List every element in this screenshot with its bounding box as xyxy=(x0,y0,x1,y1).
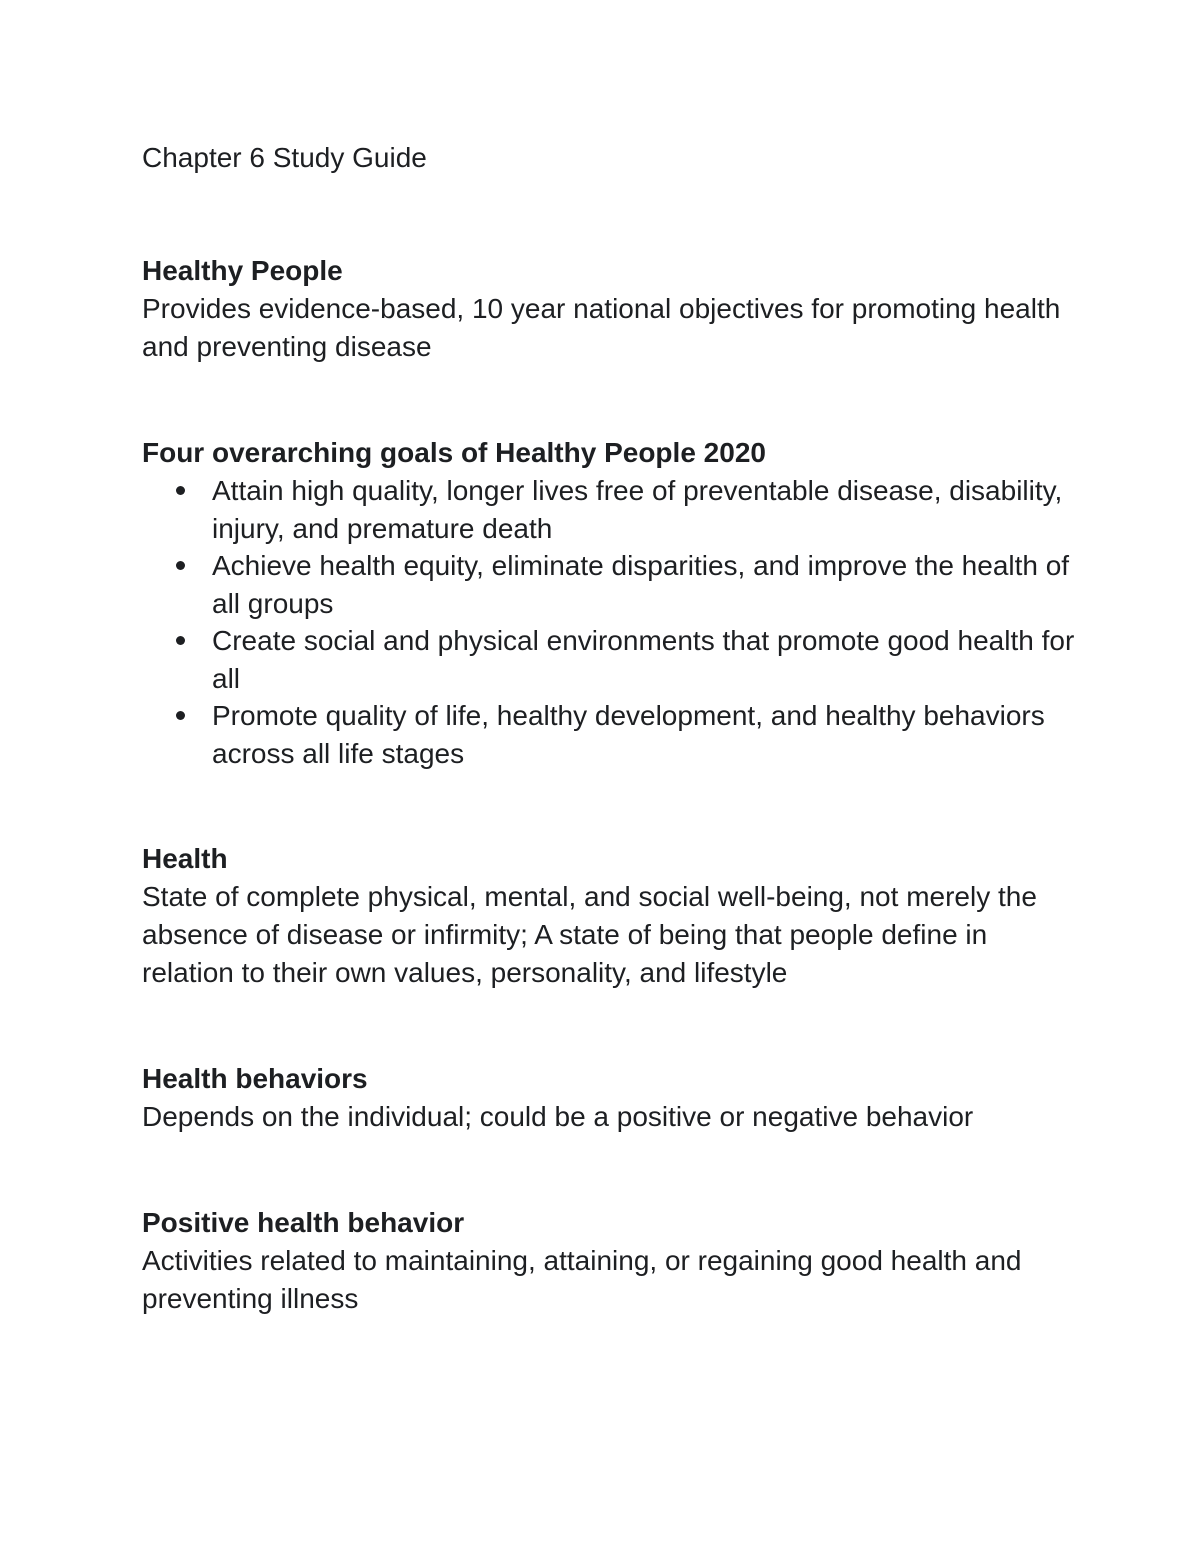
goal-text: Create social and physical environments that promote good health for all xyxy=(212,625,1075,694)
goal-text: Attain high quality, longer lives free of preventable disease, disability, injury, and premature death xyxy=(212,475,1063,544)
term-heading: Health xyxy=(142,843,228,874)
bullet-icon xyxy=(176,561,185,570)
term-heading: Health behaviors xyxy=(142,1063,368,1094)
list-item xyxy=(142,472,1082,547)
goal-list xyxy=(142,472,1082,772)
bullet-icon xyxy=(176,486,185,495)
list-item xyxy=(142,547,1082,622)
goal-text: Promote quality of life, healthy development, and healthy behaviors across all life stages xyxy=(212,700,1045,769)
goal-text: Achieve health equity, eliminate disparities, and improve the health of all groups xyxy=(212,550,1070,619)
term-heading: Positive health behavior xyxy=(142,1207,465,1238)
term-definition: Depends on the individual; could be a positive or negative behavior xyxy=(142,1101,974,1132)
document-page xyxy=(142,138,1082,1386)
term-definition: Provides evidence-based, 10 year national objectives for promoting health and preventing disease xyxy=(142,293,1061,362)
section-overarching-goals xyxy=(142,434,1082,772)
section-health-behaviors xyxy=(142,1060,1082,1136)
term-heading: Four overarching goals of Healthy People 2020 xyxy=(142,437,766,468)
document-title: Chapter 6 Study Guide xyxy=(142,142,427,173)
term-heading: Healthy People xyxy=(142,255,343,286)
section-health xyxy=(142,840,1082,992)
term-definition: Activities related to maintaining, attaining, or regaining good health and preventing illness xyxy=(142,1245,1022,1314)
section-positive-health-behavior xyxy=(142,1204,1082,1318)
bullet-icon xyxy=(176,711,185,720)
list-item xyxy=(142,697,1082,772)
list-item xyxy=(142,622,1082,697)
section-healthy-people xyxy=(142,252,1082,366)
bullet-icon xyxy=(176,636,185,645)
term-definition: State of complete physical, mental, and social well-being, not merely the absence of disease or infirmity; A state of being that people define in relation to their own values, personality, and lifestyle xyxy=(142,881,1037,988)
